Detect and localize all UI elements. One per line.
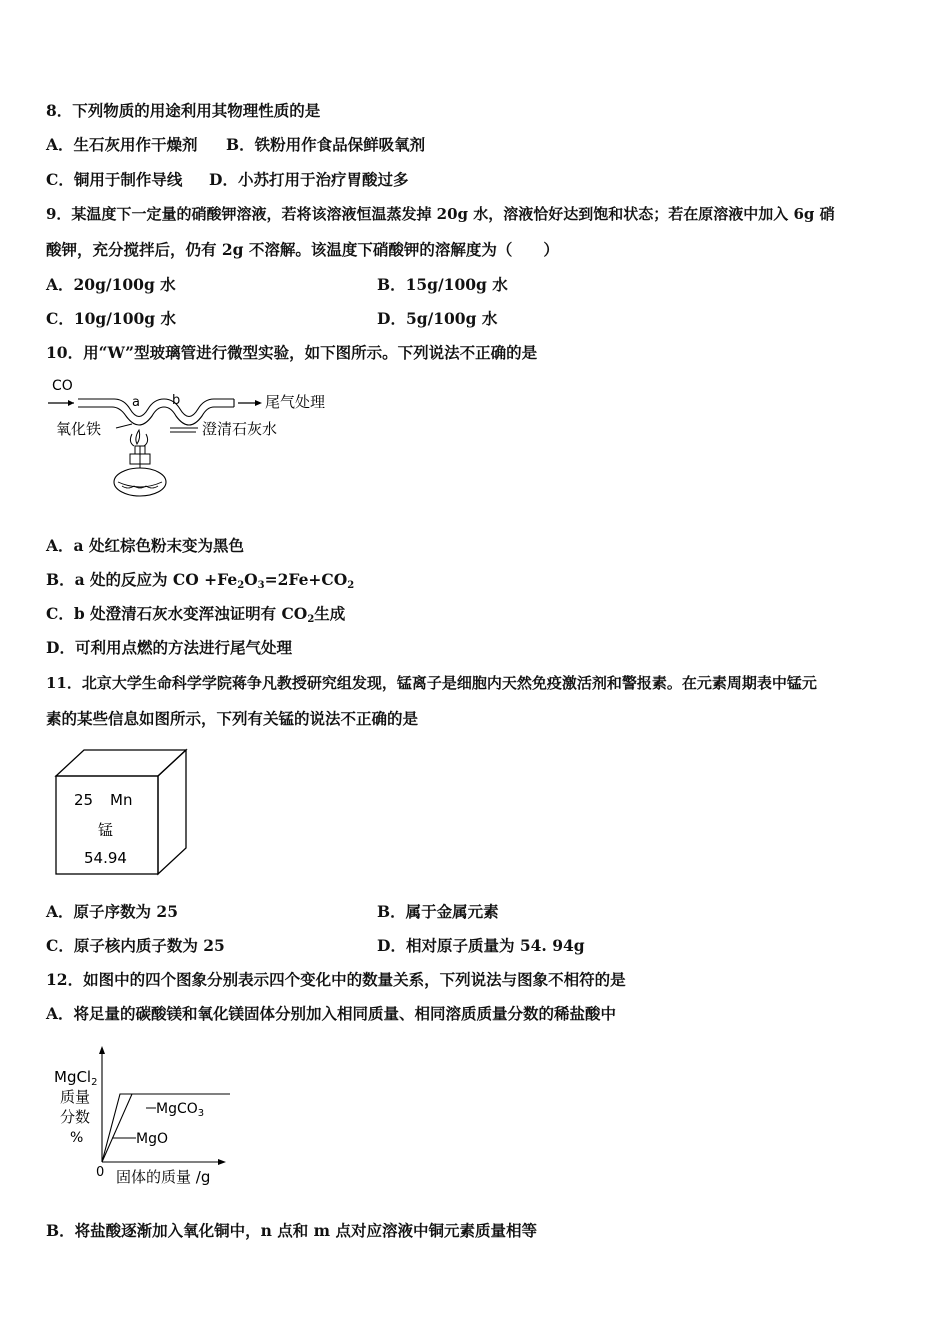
q11-stem-line2: 素的某些信息如图所示，下列有关锰的说法不正确的是 bbox=[46, 709, 419, 728]
cube-side-face bbox=[158, 750, 186, 874]
q9-stem-line2: 酸钾，充分搅拌后，仍有 2g 不溶解。该温度下硝酸钾的溶解度为（ ） bbox=[46, 240, 559, 259]
tail-gas-label: 尾气处理 bbox=[265, 393, 326, 411]
q8-option-c: C．铜用于制作导线 bbox=[46, 170, 183, 189]
origin-label: 0 bbox=[96, 1165, 105, 1180]
q10-option-a: A．a 处红棕色粉末变为黑色 bbox=[46, 536, 244, 555]
point-b-label: b bbox=[172, 393, 181, 408]
q12-option-b: B．将盐酸逐渐加入氧化铜中，n 点和 m 点对应溶液中铜元素质量相等 bbox=[46, 1221, 537, 1240]
iron-oxide-label: 氧化铁 bbox=[56, 420, 102, 438]
q8-option-d: D．小苏打用于治疗胃酸过多 bbox=[209, 170, 409, 189]
q11-stem-line1: 11．北京大学生命科学学院蒋争凡教授研究组发现，锰离子是细胞内天然免疫激活剂和警报素。在元素周期表中锰元 bbox=[46, 674, 817, 692]
q8-option-a: A．生石灰用作干燥剂 bbox=[46, 135, 198, 154]
q11-option-b: B．属于金属元素 bbox=[377, 902, 499, 921]
mgcl2-mass-fraction-graph bbox=[50, 1042, 230, 1192]
q10-option-c: C．b 处澄清石灰水变浑浊证明有 $CO_2$生成 bbox=[46, 604, 346, 625]
atomic-mass: 54.94 bbox=[84, 849, 127, 867]
q10-stem: 10．用“W”型玻璃管进行微型实验，如下图所示。下列说法不正确的是 bbox=[46, 343, 538, 362]
element-symbol: Mn bbox=[110, 791, 133, 809]
q9-option-a: A．20g/100g 水 bbox=[46, 275, 176, 294]
q8-stem: 8．下列物质的用途利用其物理性质的是 bbox=[46, 101, 321, 120]
q10-option-b: B．a 处的反应为 CO $+Fe_2O_3=2Fe+CO_2$ bbox=[46, 570, 355, 591]
q9-option-b: B．15g/100g 水 bbox=[377, 275, 508, 294]
q9-stem-line1: 9．某温度下一定量的硝酸钾溶液，若将该溶液恒温蒸发掉 20g 水，溶液恰好达到饱和状态；若在原溶液中加入 6g 硝 bbox=[46, 205, 835, 223]
y-label-line2: 质量 bbox=[60, 1088, 91, 1106]
atomic-number: 25 bbox=[74, 791, 94, 809]
manganese-element-cell bbox=[52, 748, 192, 880]
w-tube-apparatus-figure bbox=[46, 372, 346, 507]
cube-top-face bbox=[56, 750, 186, 776]
q8-option-b: B．铁粉用作食品保鲜吸氧剂 bbox=[226, 135, 426, 154]
q11-option-d: D．相对原子质量为 54. 94g bbox=[377, 936, 585, 955]
y-label-line3: 分数 bbox=[60, 1108, 91, 1126]
mgco3-series-label: MgCO$_3$ bbox=[156, 1101, 205, 1119]
co-label: CO bbox=[52, 378, 73, 394]
q11-option-a: A．原子序数为 25 bbox=[46, 902, 178, 921]
co-arrow-head-icon bbox=[68, 400, 74, 406]
mgo-series-label: MgO bbox=[136, 1131, 168, 1147]
alcohol-lamp-icon bbox=[114, 468, 166, 496]
point-a-label: a bbox=[132, 395, 140, 410]
q9-option-d: D．5g/100g 水 bbox=[377, 309, 498, 328]
y-axis-arrow-icon bbox=[99, 1046, 105, 1054]
flame-icon bbox=[130, 430, 147, 446]
x-axis-label: 固体的质量 /g bbox=[116, 1168, 211, 1186]
q10-option-d: D．可利用点燃的方法进行尾气处理 bbox=[46, 638, 292, 657]
y-label-line1: MgCl$_2$ bbox=[54, 1068, 98, 1088]
outlet-arrow-head-icon bbox=[255, 400, 262, 406]
element-name: 锰 bbox=[98, 821, 114, 839]
q11-option-c: C．原子核内质子数为 25 bbox=[46, 936, 225, 955]
q9-option-c: C．10g/100g 水 bbox=[46, 309, 176, 328]
y-label-line4: % bbox=[70, 1130, 84, 1146]
x-axis-arrow-icon bbox=[218, 1159, 226, 1165]
limewater-label: 澄清石灰水 bbox=[202, 420, 278, 438]
lamp-liquid-line bbox=[118, 482, 162, 487]
q12-option-a: A．将足量的碳酸镁和氧化镁固体分别加入相同质量、相同溶质质量分数的稀盐酸中 bbox=[46, 1004, 617, 1023]
q12-stem: 12．如图中的四个图象分别表示四个变化中的数量关系，下列说法与图象不相符的是 bbox=[46, 970, 626, 989]
